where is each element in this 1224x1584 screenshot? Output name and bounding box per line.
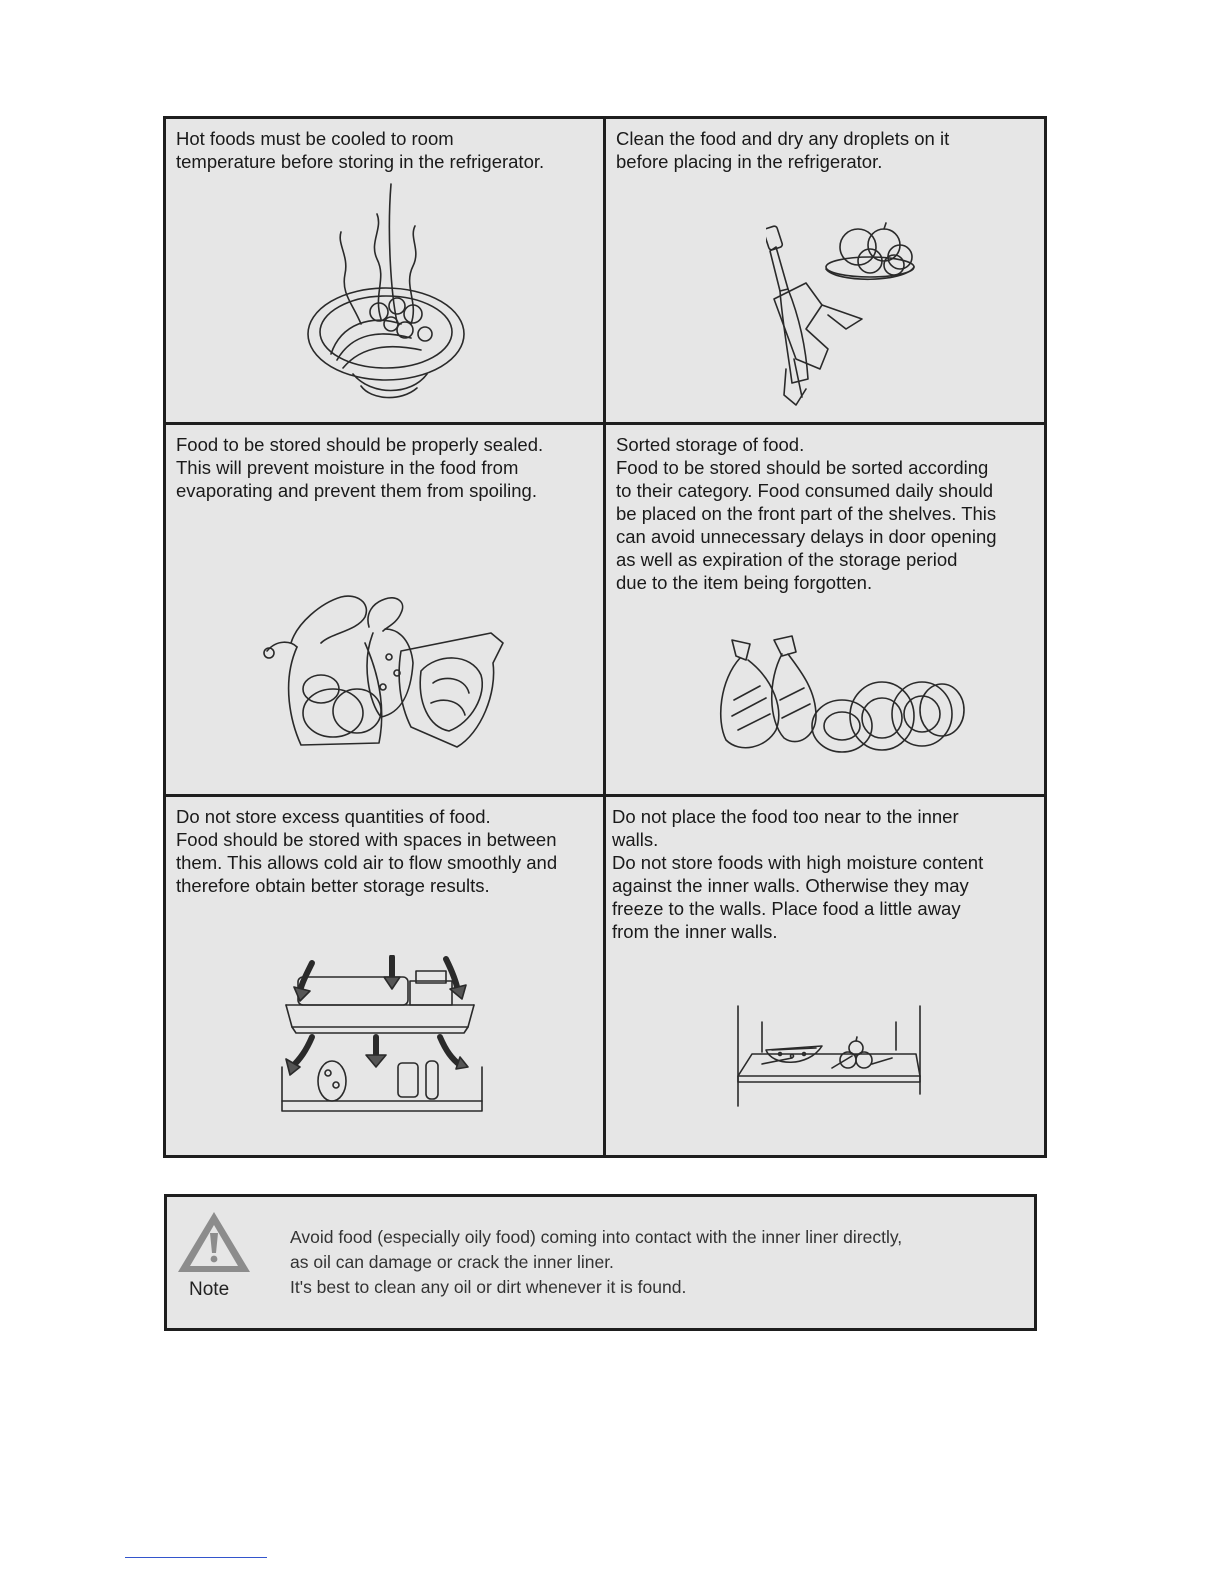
tip-line: can avoid unnecessary delays in door opening bbox=[616, 526, 997, 547]
note-line: Avoid food (especially oily food) coming into contact with the inner liner directly, bbox=[290, 1227, 903, 1247]
tip-text bbox=[612, 805, 1041, 943]
tip-line: Sorted storage of food. bbox=[616, 434, 805, 455]
tip-line: Clean the food and dry any droplets on it bbox=[616, 128, 950, 149]
tip-line: This will prevent moisture in the food from bbox=[176, 457, 519, 478]
tip-cell-inner-walls bbox=[606, 797, 1047, 1155]
bottle-and-fruit-bowl-icon bbox=[766, 219, 926, 409]
tip-cell-excess-quantities bbox=[166, 797, 606, 1155]
tip-line: Food to be stored should be sorted according bbox=[616, 457, 989, 478]
tip-line: be placed on the front part of the shelves. This bbox=[616, 503, 997, 524]
tip-text bbox=[176, 433, 597, 502]
tip-line: due to the item being forgotten. bbox=[616, 572, 873, 593]
tip-line: Food should be stored with spaces in between bbox=[176, 829, 557, 850]
note-label: Note bbox=[189, 1279, 230, 1300]
warning-triangle-icon bbox=[175, 1209, 253, 1275]
tip-line: Do not store foods with high moisture content bbox=[612, 852, 984, 873]
tip-line: walls. bbox=[612, 829, 659, 850]
tip-line: against the inner walls. Otherwise they may bbox=[612, 875, 969, 896]
note-box bbox=[164, 1194, 1037, 1331]
tip-text bbox=[176, 127, 597, 173]
tip-line: freeze to the walls. Place food a little away bbox=[612, 898, 961, 919]
tip-line: from the inner walls. bbox=[612, 921, 778, 942]
tip-cell-sorted-storage bbox=[606, 425, 1047, 797]
tip-line: temperature before storing in the refrigerator. bbox=[176, 151, 545, 172]
food-storage-tips-grid bbox=[163, 116, 1047, 1158]
footnote-separator bbox=[125, 1557, 267, 1558]
tip-line: Hot foods must be cooled to room bbox=[176, 128, 454, 149]
tip-line: Do not store excess quantities of food. bbox=[176, 806, 491, 827]
tip-text bbox=[616, 433, 1041, 594]
tip-text bbox=[616, 127, 1041, 173]
steaming-bowl-icon bbox=[301, 174, 471, 414]
tip-line: them. This allows cold air to flow smoothly and bbox=[176, 852, 558, 873]
tip-line: as well as expiration of the storage period bbox=[616, 549, 958, 570]
sorted-meat-icon bbox=[716, 630, 966, 760]
tip-line: before placing in the refrigerator. bbox=[616, 151, 883, 172]
note-text bbox=[290, 1225, 902, 1300]
tip-line: Do not place the food too near to the inner bbox=[612, 806, 959, 827]
tip-cell-sealed bbox=[166, 425, 606, 797]
tip-cell-hot-foods bbox=[166, 119, 606, 425]
sealed-food-bags-icon bbox=[261, 583, 511, 753]
note-line: It's best to clean any oil or dirt whenever it is found. bbox=[290, 1277, 687, 1297]
tip-cell-clean-and-dry bbox=[606, 119, 1047, 425]
tip-text bbox=[176, 805, 597, 897]
tip-line: to their category. Food consumed daily should bbox=[616, 480, 994, 501]
shelf-with-food-icon bbox=[732, 1002, 932, 1112]
tip-line: therefore obtain better storage results. bbox=[176, 875, 490, 896]
tip-line: evaporating and prevent them from spoiling. bbox=[176, 480, 537, 501]
tip-line: Food to be stored should be properly sealed. bbox=[176, 434, 544, 455]
note-line: as oil can damage or crack the inner liner. bbox=[290, 1252, 614, 1272]
air-flow-shelves-icon bbox=[276, 955, 491, 1125]
